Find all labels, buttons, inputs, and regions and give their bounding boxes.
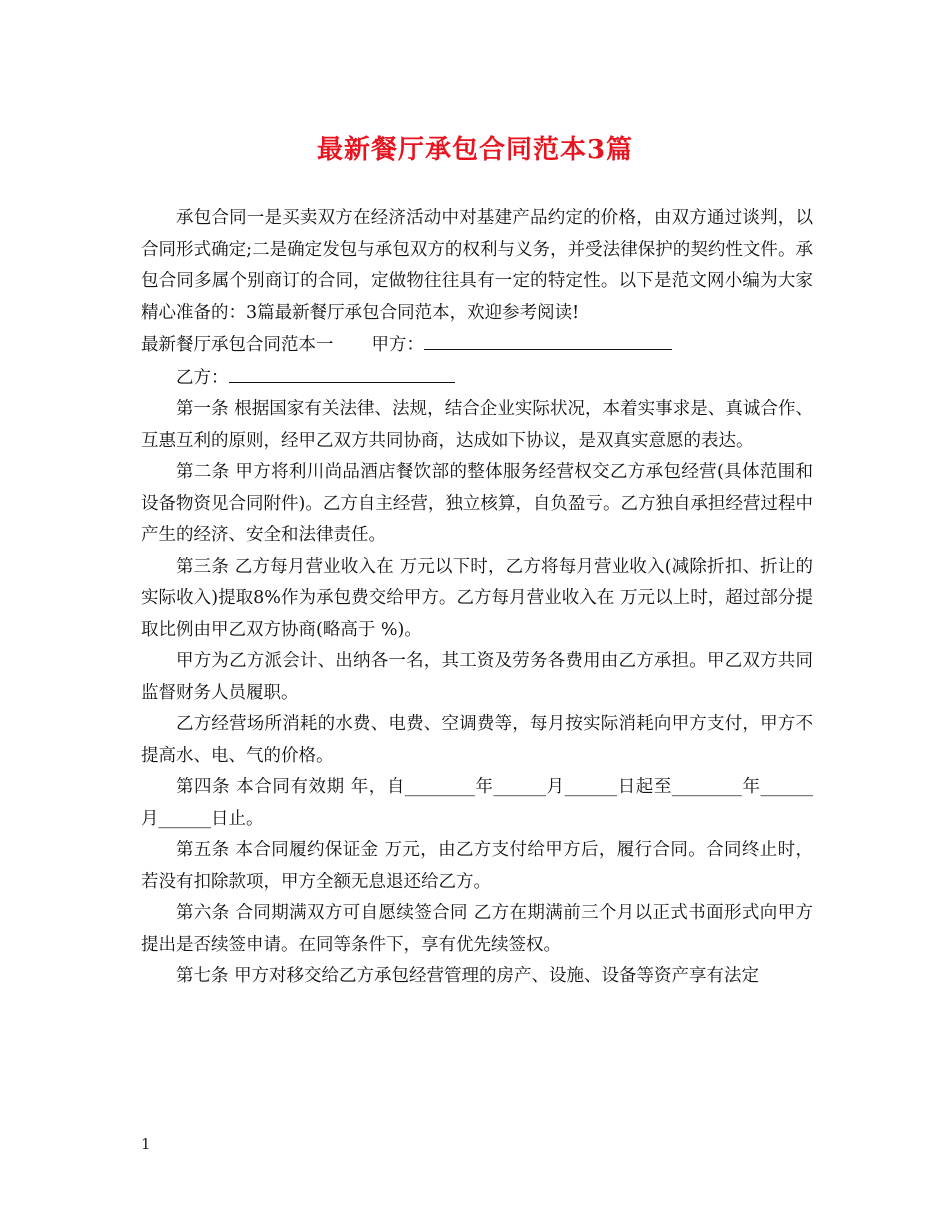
page-number: 1 bbox=[141, 1135, 151, 1153]
article-6: 第六条 合同期满双方可自愿续签合同 乙方在期满前三个月以正式书面形式向甲方提出是否续签申请。在同等条件下，享有优先续签权。 bbox=[141, 903, 813, 955]
intro-paragraph: 承包合同一是买卖双方在经济活动中对基建产品约定的价格，由双方通过谈判，以合同形式确定;二是确定发包与承包双方的权利与义务，并受法律保护的契约性文件。承包合同多属个别商订的合同，定做物往往具有一定的特定性。以下是范文网小编为大家精心准备的：3篇最新餐厅承包合同范本，欢迎参考阅读! bbox=[141, 208, 813, 323]
document-title: 最新餐厅承包合同范本3篇 bbox=[316, 135, 634, 165]
article-5: 第五条 本合同履约保证金 万元，由乙方支付给甲方后，履行合同。合同终止时，若没有扣除款项，甲方全额无息退还给乙方。 bbox=[141, 840, 813, 892]
party-a-label: 甲方： bbox=[371, 335, 424, 355]
party-b-blank bbox=[229, 362, 455, 383]
party-b-line bbox=[141, 362, 813, 395]
article-2: 第二条 甲方将利川尚品酒店餐饮部的整体服务经营权交乙方承包经营(具体范围和设备物资见合同附件)。乙方自主经营，独立核算，自负盈亏。乙方独自承担经营过程中产生的经济、安全和法律责任。 bbox=[141, 462, 813, 545]
article-1: 第一条 根据国家有关法律、法规，结合企业实际状况，本着实事求是、真诚合作、互惠互利的原则，经甲乙双方共同协商，达成如下协议，是双真实意愿的表达。 bbox=[141, 399, 813, 451]
document-body bbox=[141, 203, 813, 993]
article-3-paragraph-2: 甲方为乙方派会计、出纳各一名，其工资及劳务各费用由乙方承担。甲乙双方共同监督财务人员履职。 bbox=[141, 651, 813, 703]
party-b-label: 乙方： bbox=[176, 367, 229, 388]
article-7: 第七条 甲方对移交给乙方承包经营管理的房产、设施、设备等资产享有法定 bbox=[176, 966, 760, 986]
article-3-paragraph-3: 乙方经营场所消耗的水费、电费、空调费等，每月按实际消耗向甲方支付，甲方不提高水、电、气的价格。 bbox=[141, 714, 813, 766]
section-heading: 最新餐厅承包合同范本一 bbox=[141, 335, 334, 355]
party-a-blank bbox=[424, 329, 672, 350]
article-4: 第四条 本合同有效期 年，自________年______月______日起至________年______月______日止。 bbox=[141, 777, 813, 829]
section-heading-line bbox=[141, 329, 813, 362]
article-3: 第三条 乙方每月营业收入在 万元以下时，乙方将每月营业收入(减除折扣、折让的实际收入)提取8%作为承包费交给甲方。乙方每月营业收入在 万元以上时，超过部分提取比例由甲乙双方协商(略高于 %)。 bbox=[141, 556, 813, 640]
